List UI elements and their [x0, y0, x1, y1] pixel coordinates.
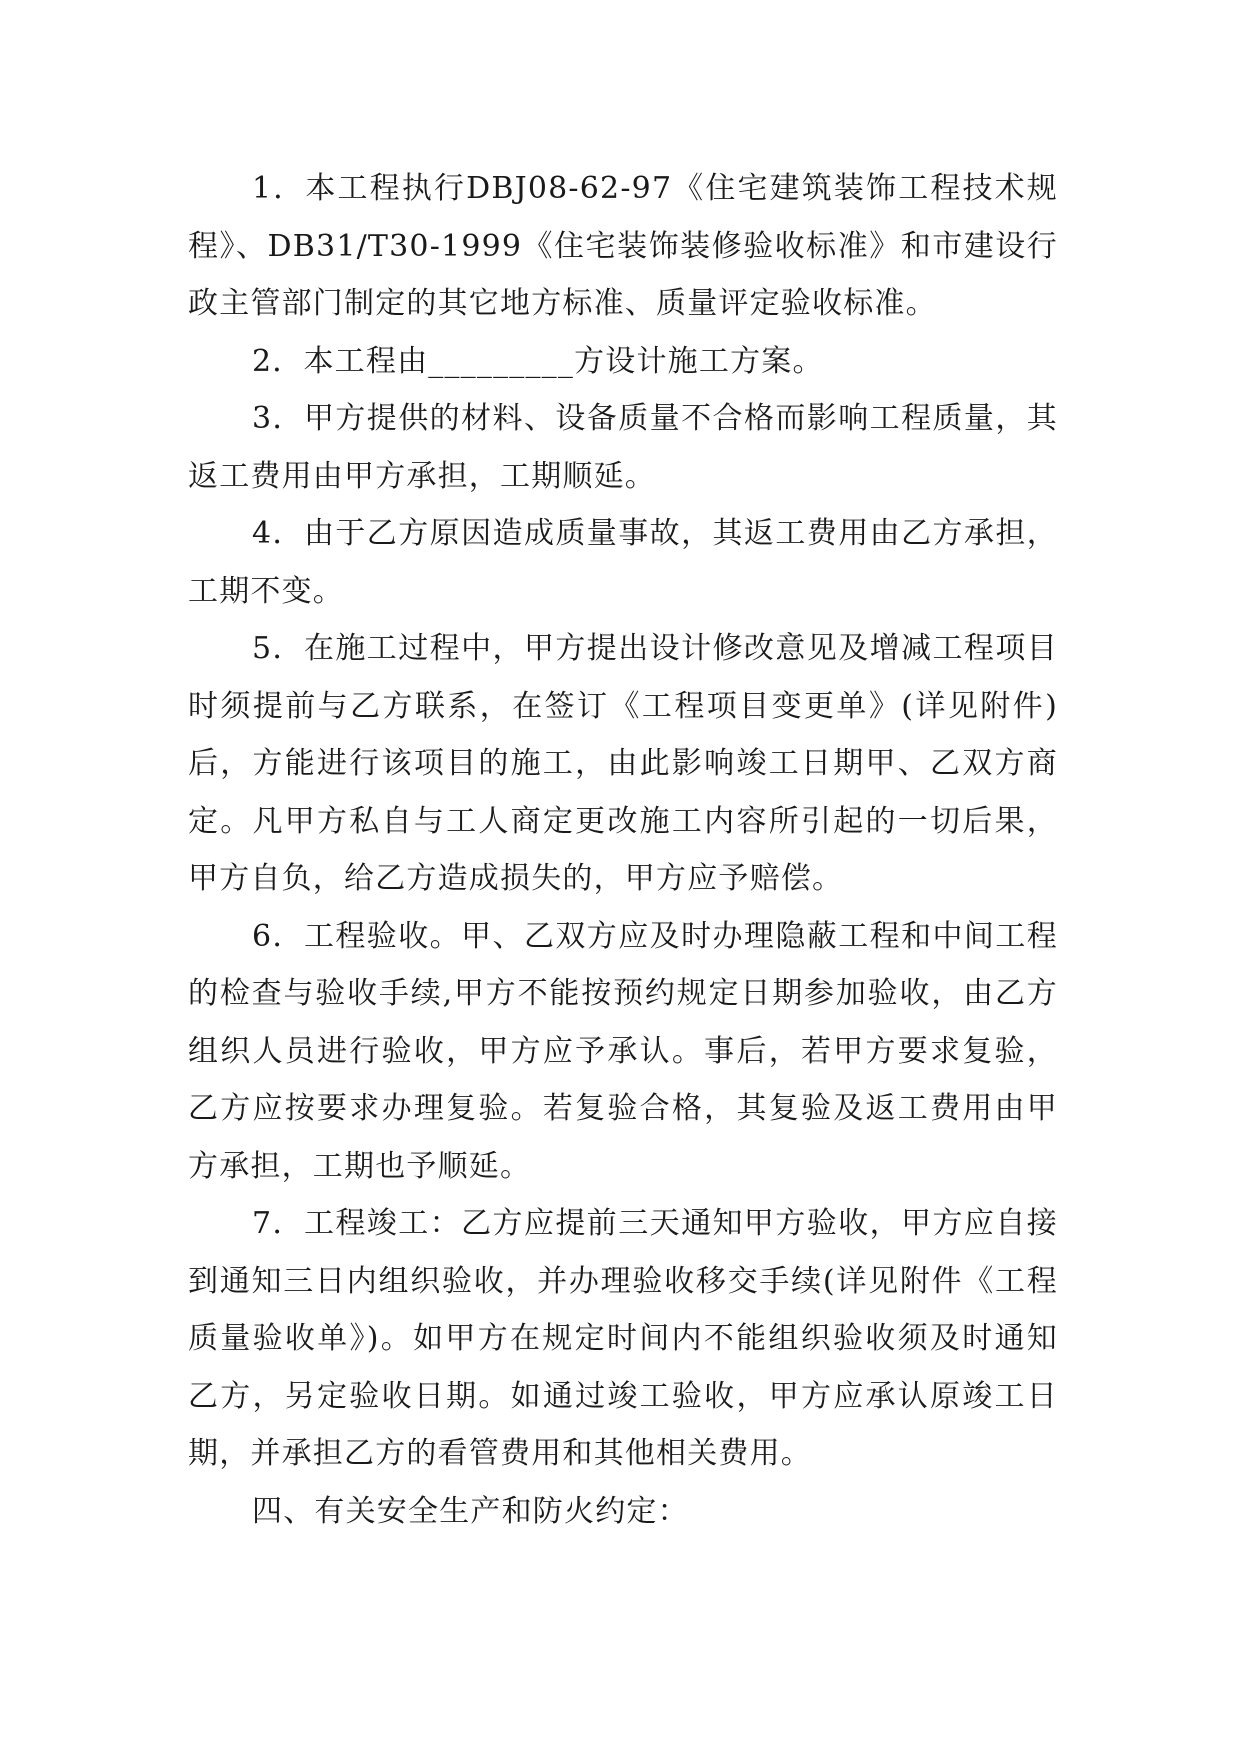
clause-5-paragraph: 5．在施工过程中，甲方提出设计修改意见及增减工程项目时须提前与乙方联系，在签订《工程项目变更单》(详见附件)后，方能进行该项目的施工，由此影响竣工日期甲、乙双方商定。凡甲方私自与工人商定更改施工内容所引起的一切后果，甲方自负，给乙方造成损失的，甲方应予赔偿。 — [188, 631, 1058, 896]
clause-4-paragraph: 4．由于乙方原因造成质量事故，其返工费用由乙方承担，工期不变。 — [188, 516, 1058, 609]
clause-2-paragraph: 2．本工程由_________方设计施工方案。 — [252, 343, 824, 379]
clause-6-paragraph: 6．工程验收。甲、乙双方应及时办理隐蔽工程和中间工程的检查与验收手续,甲方不能按预约规定日期参加验收，由乙方组织人员进行验收，甲方应予承认。事后，若甲方要求复验，乙方应按要求办理复验。若复验合格，其复验及返工费用由甲方承担，工期也予顺延。 — [188, 918, 1058, 1184]
document-body — [188, 160, 1058, 1540]
clause-1-paragraph: 1．本工程执行DBJ08-62-97《住宅建筑装饰工程技术规程》、DB31/T30-1999《住宅装饰装修验收标准》和市建设行政主管部门制定的其它地方标准、质量评定验收标准。 — [188, 171, 1058, 321]
clause-7-paragraph: 7．工程竣工：乙方应提前三天通知甲方验收，甲方应自接到通知三日内组织验收，并办理验收移交手续(详见附件《工程质量验收单》)。如甲方在规定时间内不能组织验收须及时通知乙方，另定验收日期。如通过竣工验收，甲方应承认原竣工日期，并承担乙方的看管费用和其他相关费用。 — [188, 1206, 1058, 1471]
clause-3-paragraph: 3．甲方提供的材料、设备质量不合格而影响工程质量，其返工费用由甲方承担，工期顺延。 — [188, 401, 1058, 494]
section-4-heading: 四、有关安全生产和防火约定： — [252, 1493, 689, 1529]
